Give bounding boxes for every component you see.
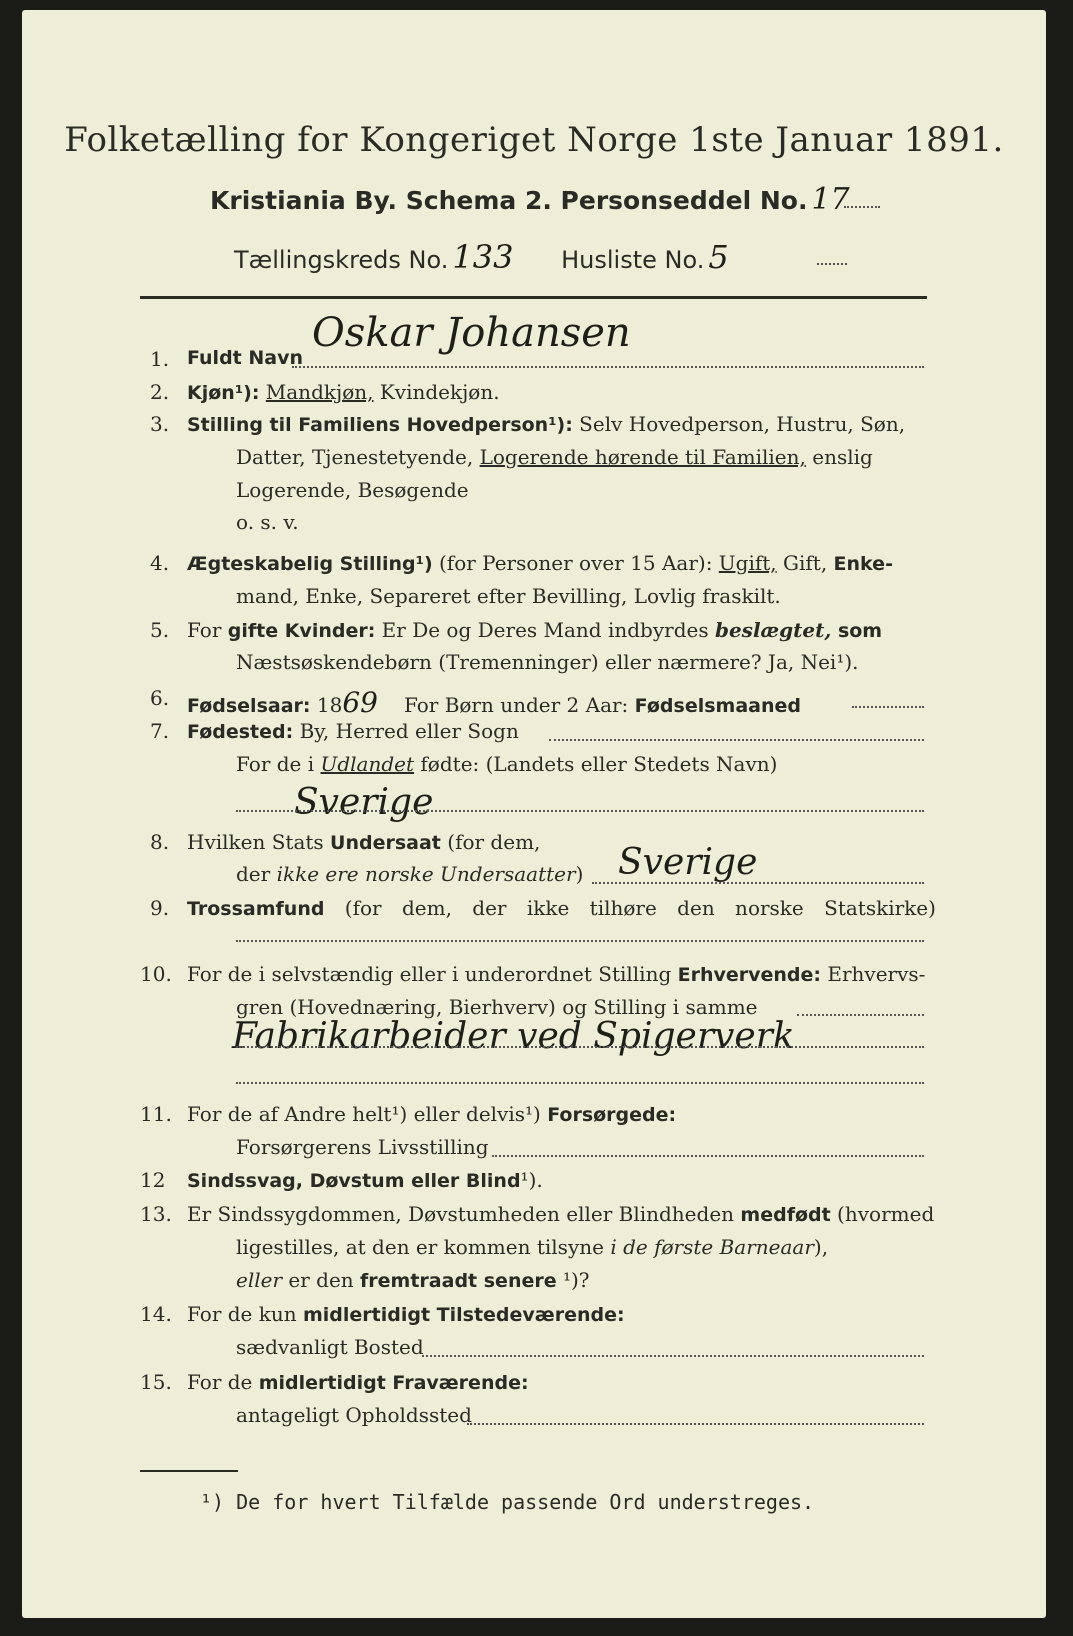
stilling-selected: Logerende hørende til Familien, <box>479 445 806 469</box>
bosted-label: sædvanligt Bosted <box>236 1335 424 1359</box>
erhverv-value: Fabrikarbeider ved Spigerverk <box>232 1016 795 1057</box>
medfodt-text: i de første Barneaar <box>610 1235 814 1259</box>
medfodt-text: (hvormed <box>830 1202 935 1226</box>
sindssvag-text: ¹). <box>520 1168 543 1192</box>
tilstede-text: For de kun <box>187 1302 303 1326</box>
stilling-options: enslig <box>805 445 873 469</box>
stilling-line-4: o. s. v. <box>236 510 299 534</box>
item-number: 15. <box>140 1370 172 1394</box>
medfodt-text: er den <box>282 1268 361 1292</box>
undersaat-text: ikke ere norske Undersaatter <box>276 862 576 886</box>
aegteskab-text: Gift, <box>776 551 834 575</box>
undersaat-line <box>187 830 540 854</box>
tilstede-line <box>187 1302 625 1326</box>
dotted-line <box>236 1082 924 1084</box>
fodested-label: Fødested: <box>187 721 294 743</box>
fravaerende-text: For de <box>187 1370 259 1394</box>
item-number: 8. <box>150 830 170 854</box>
fodested-value: Sverige <box>294 782 434 823</box>
item-number: 14. <box>140 1302 172 1326</box>
medfodt-text: ), <box>813 1235 829 1259</box>
form-title: Folketælling for Kongeriget Norge 1ste Januar 1891. <box>64 120 1004 160</box>
udland-text: fødte: (Landets eller Stedets Navn) <box>414 752 778 776</box>
udland-line <box>236 752 777 776</box>
forsorgede-text: For de af Andre helt¹) eller delvis¹) <box>187 1102 548 1126</box>
dotted-line <box>236 940 924 942</box>
fodselsaar-text: For Børn under 2 Aar: <box>403 693 635 717</box>
erhverv-line <box>187 962 925 986</box>
undersaat-value: Sverige <box>618 842 758 883</box>
erhverv-text: For de i selvstændig eller i underordnet Stilling <box>187 962 678 986</box>
undersaat-text: Hvilken Stats <box>187 830 331 854</box>
stilling-options: Selv Hovedperson, Hustru, Søn, <box>572 412 906 436</box>
dotted-line <box>592 882 924 884</box>
dotted-line <box>492 1155 924 1157</box>
form-subtitle <box>210 182 850 217</box>
udland-text: For de i <box>236 752 321 776</box>
gifte-text: Er De og Deres Mand indbyrdes <box>375 618 715 642</box>
trossamfund-line <box>187 896 936 920</box>
erhverv-line-2: gren (Hovednæring, Bierhverv) og Stilling i samme <box>236 995 758 1019</box>
erhverv-text: Erhvervs- <box>821 962 926 986</box>
udland-text: Udlandet <box>320 752 415 776</box>
fodselsaar-value: 69 <box>342 686 378 719</box>
aegteskab-ugift: Ugift, <box>718 551 777 575</box>
gifte-text: beslægtet, <box>714 618 832 642</box>
gifte-line <box>187 618 882 642</box>
fodselsaar-label: Fødselsaar: <box>187 695 311 717</box>
medfodt-text: ligestilles, at den er kommen tilsyne <box>236 1235 611 1259</box>
medfodt-label: medfødt <box>740 1204 831 1226</box>
header-rule <box>140 296 927 299</box>
undersaat-text: ) <box>575 862 584 886</box>
fravaerende-line <box>187 1370 529 1394</box>
gifte-line-2: Næstsøskendebørn (Tremenninger) eller nærmere? Ja, Nei¹). <box>236 650 859 674</box>
trossamfund-label: Trossamfund <box>187 898 325 920</box>
kjon-label: Kjøn¹): <box>187 382 260 404</box>
trossamfund-text: (for dem, der ikke tilhøre den norske Statskirke) <box>324 896 936 920</box>
census-form-page <box>22 10 1046 1618</box>
medfodt-text: eller <box>236 1268 283 1292</box>
fodselsaar-line <box>187 686 801 719</box>
tkreds-number: 133 <box>452 238 514 276</box>
kjon-line <box>187 380 500 404</box>
item-number: 4. <box>150 551 170 575</box>
dotted-line <box>797 1014 924 1016</box>
undersaat-text: (for dem, <box>440 830 541 854</box>
stilling-options: Datter, Tjenestetyende, <box>236 445 480 469</box>
husliste-label: Husliste No. <box>561 246 705 274</box>
aegteskab-label: Ægteskabelig Stilling¹) <box>187 553 433 575</box>
aegteskab-text: Enke- <box>833 553 893 575</box>
fodselsmaaned-label: Fødselsmaaned <box>634 695 801 717</box>
undersaat-text: der <box>236 862 277 886</box>
fravaerende-label: midlertidigt Fraværende: <box>258 1372 529 1394</box>
item-number: 5. <box>150 618 170 642</box>
item-number: 1. <box>150 347 170 371</box>
item-number: 2. <box>150 380 170 404</box>
dotted-line <box>292 366 924 368</box>
kjon-mandkjon: Mandkjøn, <box>265 380 374 404</box>
dotted-line <box>844 206 880 208</box>
tkreds-line <box>234 238 729 276</box>
fodested-line <box>187 719 519 743</box>
item-number: 9. <box>150 896 170 920</box>
medfodt-label: fremtraadt senere <box>360 1270 557 1292</box>
stilling-line-2 <box>236 445 873 469</box>
item-number: 10. <box>140 962 172 986</box>
gifte-text: som <box>831 620 883 642</box>
item-number: 6. <box>150 686 170 710</box>
medfodt-text: ¹)? <box>556 1268 590 1292</box>
dotted-line <box>236 810 924 812</box>
dotted-line <box>422 1355 924 1357</box>
opholdssted-label: antageligt Opholdssted <box>236 1403 472 1427</box>
item-number: 13. <box>140 1202 172 1226</box>
stilling-label: Stilling til Familiens Hovedperson¹): <box>187 414 573 436</box>
item-number: 7. <box>150 719 170 743</box>
aegteskab-text: (for Personer over 15 Aar): <box>432 551 719 575</box>
sindssvag-line <box>187 1168 543 1192</box>
undersaat-label: Undersaat <box>330 832 441 854</box>
stilling-line <box>187 412 905 436</box>
medfodt-text: Er Sindssygdommen, Døvstumheden eller Blindheden <box>187 1202 741 1226</box>
undersaat-line-2 <box>236 862 583 886</box>
fodested-text: By, Herred eller Sogn <box>293 719 519 743</box>
forsorger-label: Forsørgerens Livsstilling <box>236 1135 489 1159</box>
dotted-line <box>817 263 847 265</box>
sindssvag-label: Sindssvag, Døvstum eller Blind <box>187 1170 521 1192</box>
medfodt-line <box>187 1202 934 1226</box>
kjon-kvindekjon: Kvindekjøn. <box>373 380 500 404</box>
dotted-line <box>467 1423 924 1425</box>
tkreds-label: Tællingskreds No. <box>234 246 449 274</box>
item-number: 3. <box>150 412 170 436</box>
tilstede-label: midlertidigt Tilstedeværende: <box>302 1304 625 1326</box>
forsorgede-label: Forsørgede: <box>547 1104 677 1126</box>
item-number: 12 <box>140 1168 166 1192</box>
aegteskab-line <box>187 551 893 575</box>
medfodt-line-3 <box>236 1268 590 1292</box>
personseddel-label: Kristiania By. Schema 2. Personseddel No. <box>210 186 808 215</box>
item-number: 11. <box>140 1102 172 1126</box>
gifte-label: gifte Kvinder: <box>227 620 376 642</box>
husliste-number: 5 <box>708 238 729 276</box>
aegteskab-line-2: mand, Enke, Separeret efter Bevilling, Lovlig fraskilt. <box>236 584 781 608</box>
footnote-rule <box>140 1470 238 1472</box>
erhverv-label: Erhvervende: <box>677 964 822 986</box>
dotted-line <box>852 706 924 708</box>
fodselsaar-prefix: 18 <box>310 693 343 717</box>
gifte-text: For <box>187 618 228 642</box>
dotted-line <box>236 1046 924 1048</box>
fuldt-navn-value: Oskar Johansen <box>312 310 631 356</box>
stilling-line-3: Logerende, Besøgende <box>236 478 469 502</box>
fuldt-navn-label: Fuldt Navn <box>187 347 304 369</box>
forsorgede-line <box>187 1102 676 1126</box>
footnote: ¹) De for hvert Tilfælde passende Ord understreges. <box>200 1490 815 1514</box>
personseddel-number: 17 <box>811 182 850 217</box>
medfodt-line-2 <box>236 1235 828 1259</box>
dotted-line <box>549 739 924 741</box>
